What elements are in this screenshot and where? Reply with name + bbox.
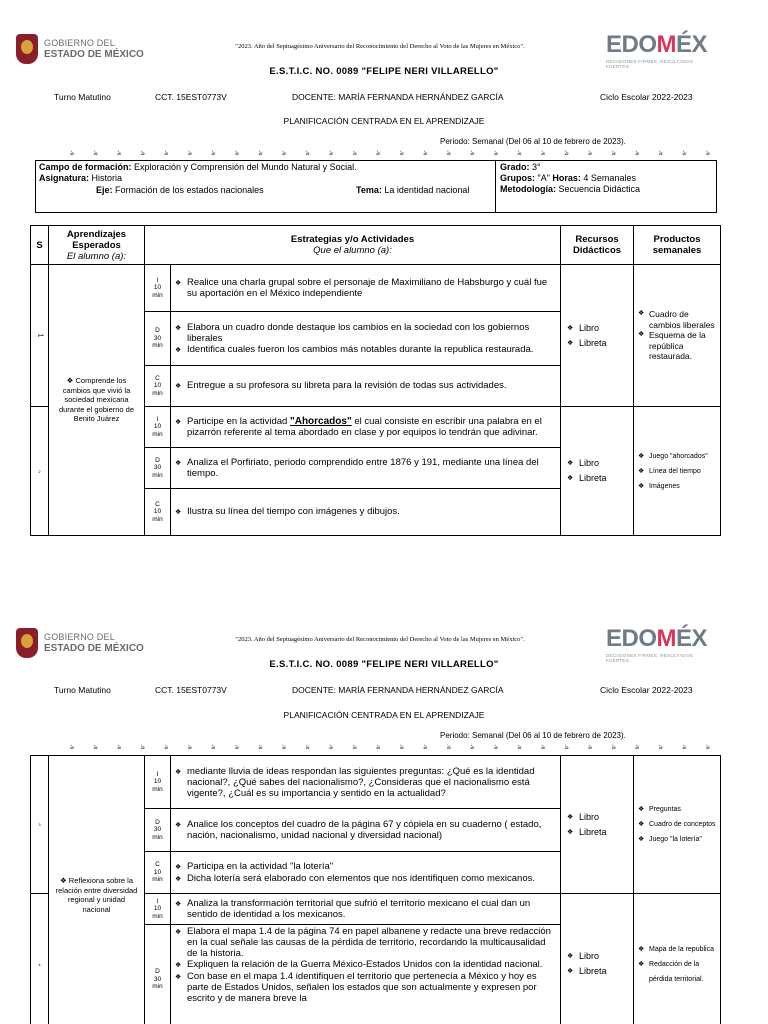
ornament-glyph-icon: ঌ <box>187 150 192 157</box>
header-estrategias <box>145 226 561 265</box>
time-cell: D 30 min <box>145 448 171 489</box>
time-cell: D 30 min <box>145 809 171 852</box>
grado-value: 3° <box>529 162 541 172</box>
ornament-glyph-icon: ঌ <box>635 744 640 751</box>
ornament-glyph-icon: ঌ <box>93 150 98 157</box>
bullet-icon: ❖ <box>638 467 645 475</box>
activity-cell: ❖ Participe en la actividad "Ahorcados" el cual consiste en escribir una palabra en el pizarrón referente al tema abordado en clase y por equipos lo tendrán que adivinar. <box>171 407 561 448</box>
turno-label: Turno Matutino <box>54 685 111 695</box>
bullet-icon: ❖ <box>175 929 182 936</box>
bullet-icon: ❖ <box>175 863 182 871</box>
asignatura-value: Historia <box>89 173 123 183</box>
ornament-divider <box>70 741 710 753</box>
bullet-icon: ❖ <box>567 953 574 960</box>
ornament-glyph-icon: ঌ <box>517 150 522 157</box>
bullet-icon: ❖ <box>638 821 645 828</box>
activity-cell: ❖ Elabora un cuadro donde destaque los cambios en la sociedad con los gobiernos liberales ❖ Identifica cuales fueron los cambios más notables durante la republica restaurada. <box>171 312 561 366</box>
time-cell: I 10 min <box>145 407 171 448</box>
bullet-icon: ❖ <box>638 960 645 968</box>
session-number: 4 <box>31 894 49 1024</box>
header-s: S <box>31 226 49 265</box>
ornament-glyph-icon: ঌ <box>211 744 216 751</box>
aprendizaje-cell: ❖ Comprende los cambios que vivió la sociedad mexicana durante el gobierno de Benito Juárez <box>49 265 145 536</box>
header-estrategias-sub: Que el alumno (a): <box>313 245 392 256</box>
ornament-glyph-icon: ঌ <box>564 744 569 751</box>
bullet-icon: ❖ <box>66 376 74 386</box>
coat-of-arms-icon <box>16 34 38 64</box>
activity-cell: ❖ Analiza el Porfiriato, periodo comprendido entre 1876 y 191, mediante una línea del tiempo. <box>171 448 561 489</box>
periodo-label: Periodo: Semanal (Del 06 al 10 de febrero de 2023). <box>440 137 626 146</box>
activity-cell: ❖ Entregue a su profesora su libreta para la revisión de todas sus actividades. <box>171 366 561 407</box>
header-productos: Productos semanales <box>634 226 721 265</box>
campo-value: Exploración y Comprensión del Mundo Natural y Social. <box>131 162 357 172</box>
page-header <box>0 0 768 157</box>
cct-label: CCT. 15EST0773V <box>155 685 227 695</box>
periodo-label: Periodo: Semanal (Del 06 al 10 de febrero de 2023). <box>440 731 626 740</box>
ornament-glyph-icon: ঌ <box>540 150 546 157</box>
planning-table-page2 <box>30 755 721 1024</box>
school-name: E.S.T.I.C. NO. 0089 "FELIPE NERI VILLARELLO" <box>269 66 499 77</box>
ornament-glyph-icon: ঌ <box>423 744 428 751</box>
ornament-glyph-icon: ঌ <box>352 744 357 751</box>
bullet-icon: ❖ <box>638 452 645 460</box>
edomex-logo-m: M <box>656 31 677 58</box>
activity-cell: ❖ Elabora el mapa 1.4 de la página 74 en papel albanene y redacte una breve redacción en la cual señale las causas de la pérdida de territorio, recordando la multicausalidad de la historia. ❖ Expliquen la relación de la Guerra México-Estados Unidos con la identidad nacional. ❖ Con base en el mapa 1.4 identifiquen el territorio que pertenecía a México y hoy es parte de Estados Unidos, señalen los estados que son actualmente y expresen por escrito y de manera breve la <box>171 925 561 1024</box>
productos-cell: ❖ Mapa de la republica ❖ Redacción de la pérdida territorial. <box>634 894 721 1024</box>
time-cell: I 10 min <box>145 756 171 809</box>
ornament-glyph-icon: ঌ <box>493 150 499 157</box>
ornament-glyph-icon: ঌ <box>281 150 287 157</box>
activity-cell: ❖ Realice una charla grupal sobre el personaje de Maximiliano de Habsburgo y cuál fue su aportación en el México independiente <box>171 265 561 312</box>
eje-label: Eje: <box>96 185 113 195</box>
ornament-glyph-icon: ঌ <box>705 744 710 751</box>
bullet-icon: ❖ <box>175 509 182 516</box>
metodologia-value: Secuencia Didáctica <box>556 184 641 194</box>
time-cell: C 10 min <box>145 489 171 536</box>
table-row <box>31 756 721 809</box>
edomex-tagline: DECISIONES FIRMES, RESULTADOS FUERTES. <box>606 653 694 663</box>
bullet-icon: ❖ <box>175 962 182 969</box>
bullet-icon: ❖ <box>567 828 574 836</box>
header-aprendizajes-sub: El alumno (a): <box>66 250 127 262</box>
aprendizaje-cell: ❖ Reflexiona sobre la relación entre diversidad regional y unidad nacional <box>49 756 145 1024</box>
bullet-icon: ❖ <box>567 813 574 821</box>
ornament-glyph-icon: ঌ <box>446 150 451 157</box>
ornament-glyph-icon: ঌ <box>588 150 593 157</box>
bullet-icon: ❖ <box>175 324 182 332</box>
ornament-glyph-icon: ঌ <box>164 150 169 157</box>
bullet-icon: ❖ <box>638 310 645 318</box>
recursos-cell: ❖ Libro ❖ Libreta <box>561 894 634 1024</box>
ornament-glyph-icon: ঌ <box>658 744 663 751</box>
year-motto: "2023. Año del Septuagésimo Aniversario del Reconocimiento del Derecho al Voto de las Mujeres en México". <box>235 43 525 50</box>
ornament-glyph-icon: ঌ <box>635 150 640 157</box>
ornament-glyph-icon: ঌ <box>682 150 687 157</box>
ciclo-label: Ciclo Escolar 2022-2023 <box>600 92 693 102</box>
edomex-logo-suffix: ÉX <box>676 625 708 652</box>
bullet-icon: ❖ <box>638 836 645 843</box>
gobierno-logo <box>16 34 144 64</box>
activity-cell: ❖ Ilustra su línea del tiempo con imágenes y dibujos. <box>171 489 561 536</box>
ornament-glyph-icon: ঌ <box>376 150 381 157</box>
turno-label: Turno Matutino <box>54 92 111 102</box>
productos-cell: ❖ Juego "ahorcados" ❖ Línea del tiempo ❖ Imágenes <box>634 407 721 536</box>
ornament-glyph-icon: ঌ <box>423 150 428 157</box>
asignatura-label: Asignatura: <box>39 173 90 183</box>
edomex-logo <box>606 33 716 69</box>
ornament-glyph-icon: ঌ <box>140 150 145 157</box>
ornament-glyph-icon: ঌ <box>305 150 310 157</box>
ornament-glyph-icon: ঌ <box>399 744 404 751</box>
time-cell: C 10 min <box>145 852 171 894</box>
activity-cell: ❖ Participa en la actividad "la lotería" ❖ Dicha lotería será elaborado con elementos que nos identifiquen como mexicanos. <box>171 852 561 894</box>
ornament-glyph-icon: ঌ <box>329 150 334 157</box>
gobierno-line1: GOBIERNO DEL <box>44 632 115 642</box>
ornament-glyph-icon: ঌ <box>93 744 98 751</box>
session-number: 3 <box>31 756 49 894</box>
bullet-icon: ❖ <box>175 280 182 287</box>
edomex-logo <box>606 627 716 663</box>
ornament-glyph-icon: ঌ <box>470 150 475 157</box>
ornament-glyph-icon: ঌ <box>611 744 616 751</box>
time-cell: D 30 min <box>145 925 171 1024</box>
bullet-icon: ❖ <box>175 460 182 467</box>
ornament-glyph-icon: ঌ <box>211 150 216 157</box>
cct-label: CCT. 15EST0773V <box>155 92 227 102</box>
recursos-cell: ❖ Libro ❖ Libreta <box>561 407 634 536</box>
docente-label: DOCENTE: MARÍA FERNANDA HERNÁNDEZ GARCÍA <box>292 685 504 695</box>
ornament-glyph-icon: ঌ <box>305 744 310 751</box>
bullet-icon: ❖ <box>567 968 574 975</box>
coat-of-arms-icon <box>16 628 38 658</box>
ornament-glyph-icon: ঌ <box>117 150 122 157</box>
ornament-glyph-icon: ঌ <box>164 744 169 751</box>
bullet-icon: ❖ <box>175 768 182 776</box>
activity-cell: ❖ Analice los conceptos del cuadro de la página 67 y cópiela en su cuaderno ( estado, nación, nacionalismo, unidad nacional y diversidad nacional) <box>171 809 561 852</box>
ornament-glyph-icon: ঌ <box>470 744 475 751</box>
planning-table-page1 <box>30 225 721 536</box>
edomex-logo-m: M <box>656 625 677 652</box>
grupos-label: Grupos: <box>500 173 535 183</box>
ornament-glyph-icon: ঌ <box>658 150 663 157</box>
bullet-icon: ❖ <box>175 875 182 883</box>
ahorcados-highlight: "Ahorcados" <box>289 416 352 427</box>
ornament-glyph-icon: ঌ <box>588 744 593 751</box>
bullet-icon: ❖ <box>638 482 645 490</box>
tema-value: La identidad nacional <box>381 185 470 195</box>
ornament-glyph-icon: ঌ <box>329 744 334 751</box>
session-number: 1 <box>31 265 49 407</box>
ornament-glyph-icon: ঌ <box>258 150 263 157</box>
ornament-glyph-icon: ঌ <box>117 744 122 751</box>
plan-title: PLANIFICACIÓN CENTRADA EN EL APRENDIZAJE <box>283 710 485 720</box>
metodologia-label: Metodología: <box>500 184 556 194</box>
session-number: 2 <box>31 407 49 536</box>
time-cell: I 10 min <box>145 265 171 312</box>
header-recursos: Recursos Didácticos <box>561 226 634 265</box>
ornament-glyph-icon: ঌ <box>352 150 357 157</box>
header-aprendizajes <box>49 226 145 265</box>
campo-label: Campo de formación: <box>39 162 132 172</box>
bullet-icon: ❖ <box>567 324 574 332</box>
page-header <box>0 622 768 762</box>
ornament-glyph-icon: ঌ <box>258 744 263 751</box>
horas-value: 4 Semanales <box>580 173 636 183</box>
gobierno-logo <box>16 628 144 658</box>
ornament-glyph-icon: ঌ <box>376 744 381 751</box>
bullet-icon: ❖ <box>638 945 645 953</box>
grado-label: Grado: <box>500 162 530 172</box>
productos-cell: ❖ Preguntas ❖ Cuadro de conceptos ❖ Juego "la lotería" <box>634 756 721 894</box>
year-motto: "2023. Año del Septuagésimo Aniversario del Reconocimiento del Derecho al Voto de las Mujeres en México". <box>235 636 525 643</box>
gobierno-line2: ESTADO DE MÉXICO <box>44 643 144 654</box>
ornament-glyph-icon: ঌ <box>446 744 451 751</box>
gobierno-line2: ESTADO DE MÉXICO <box>44 49 144 60</box>
ornament-glyph-icon: ঌ <box>682 744 687 751</box>
bullet-icon: ❖ <box>567 339 574 347</box>
subject-info-box <box>35 160 717 213</box>
ciclo-label: Ciclo Escolar 2022-2023 <box>600 685 693 695</box>
activity-cell: ❖ Analiza la transformación territorial que sufrió el territorio mexicano el cual dan un sentido de identidad a los mexicanos. <box>171 894 561 925</box>
ornament-glyph-icon: ঌ <box>140 744 145 751</box>
plan-title: PLANIFICACIÓN CENTRADA EN EL APRENDIZAJE <box>283 116 485 126</box>
ornament-glyph-icon: ঌ <box>493 744 499 751</box>
edomex-logo-suffix: ÉX <box>676 31 708 58</box>
header-aprendizajes-title: Aprendizajes Esperados <box>66 228 127 251</box>
edomex-tagline: DECISIONES FIRMES, RESULTADOS FUERTES. <box>606 59 694 69</box>
bullet-icon: ❖ <box>638 806 645 813</box>
bullet-icon: ❖ <box>567 460 574 467</box>
activity-cell: ❖ mediante lluvia de ideas respondan las siguientes preguntas: ¿Qué es la identidad nacional?, ¿Qué sabes del nacionalismo?, ¿Consideras que el nacionalismo está vigente?, ¿Cuál es su importancia y sentido en la actualidad? <box>171 756 561 809</box>
table-row <box>31 265 721 312</box>
ornament-divider <box>70 147 710 159</box>
bullet-icon: ❖ <box>175 974 182 981</box>
eje-value: Formación de los estados nacionales <box>112 185 264 195</box>
ornament-glyph-icon: ঌ <box>399 150 404 157</box>
bullet-icon: ❖ <box>175 419 182 426</box>
productos-cell: ❖ Cuadro de cambios liberales ❖ Esquema de la república restaurada. <box>634 265 721 407</box>
header-estrategias-title: Estrategias y/o Actividades <box>290 234 415 245</box>
ornament-glyph-icon: ঌ <box>187 744 192 751</box>
bullet-icon: ❖ <box>59 876 67 885</box>
recursos-cell: ❖ Libro ❖ Libreta <box>561 756 634 894</box>
ornament-glyph-icon: ঌ <box>70 150 75 157</box>
ornament-glyph-icon: ঌ <box>705 150 710 157</box>
bullet-icon: ❖ <box>175 901 182 908</box>
bullet-icon: ❖ <box>638 331 645 339</box>
grupos-value: "A" <box>535 173 553 183</box>
edomex-logo-prefix: EDO <box>606 625 657 652</box>
time-cell: I 10 min <box>145 894 171 925</box>
tema-label: Tema: <box>356 185 382 195</box>
docente-label: DOCENTE: MARÍA FERNANDA HERNÁNDEZ GARCÍA <box>292 92 504 102</box>
time-cell: C 10 min <box>145 366 171 407</box>
horas-label: Horas: <box>552 173 581 183</box>
edomex-logo-prefix: EDO <box>606 31 657 58</box>
bullet-icon: ❖ <box>175 383 182 390</box>
gobierno-line1: GOBIERNO DEL <box>44 38 115 48</box>
ornament-glyph-icon: ঌ <box>517 744 522 751</box>
document-page-2 <box>0 622 768 1024</box>
time-cell: D 30 min <box>145 312 171 366</box>
ornament-glyph-icon: ঌ <box>234 744 240 751</box>
school-name: E.S.T.I.C. NO. 0089 "FELIPE NERI VILLARELLO" <box>269 659 499 670</box>
ornament-glyph-icon: ঌ <box>540 744 546 751</box>
ornament-glyph-icon: ঌ <box>611 150 616 157</box>
ornament-glyph-icon: ঌ <box>234 150 240 157</box>
bullet-icon: ❖ <box>567 475 574 482</box>
ornament-glyph-icon: ঌ <box>281 744 287 751</box>
ornament-glyph-icon: ঌ <box>564 150 569 157</box>
ornament-glyph-icon: ঌ <box>70 744 75 751</box>
recursos-cell: ❖ Libro ❖ Libreta <box>561 265 634 407</box>
bullet-icon: ❖ <box>175 346 182 354</box>
bullet-icon: ❖ <box>175 822 182 829</box>
